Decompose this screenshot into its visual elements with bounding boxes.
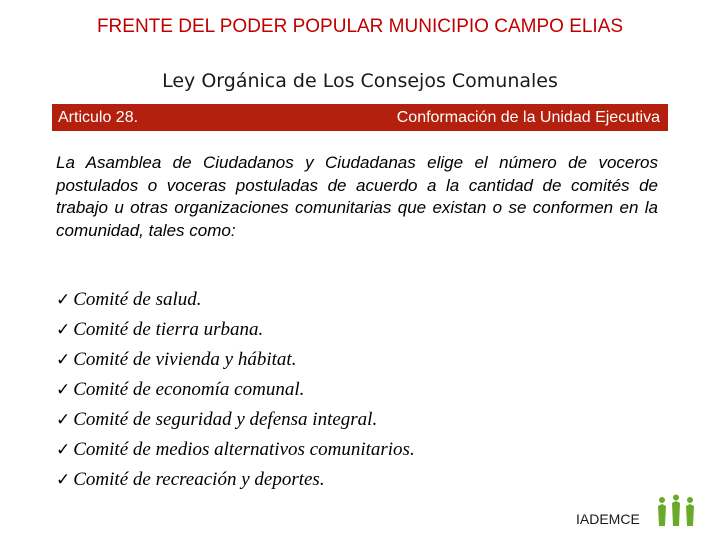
committee-list	[56, 285, 676, 495]
footer-org-name: IADEMCE	[576, 511, 640, 527]
page-title: FRENTE DEL PODER POPULAR MUNICIPIO CAMPO ELIAS	[96, 16, 624, 37]
list-item: ✓ Comité de economía comunal.	[56, 379, 305, 400]
page-subtitle: Ley Orgánica de Los Consejos Comunales	[162, 70, 558, 92]
article-banner	[52, 104, 668, 131]
article-topic: Conformación de la Unidad Ejecutiva	[396, 108, 660, 126]
article-number: Articulo 28.	[58, 108, 139, 126]
list-item: ✓ Comité de salud.	[56, 289, 202, 310]
check-icon: ✓	[56, 320, 71, 340]
check-icon: ✓	[56, 410, 71, 430]
list-item: ✓ Comité de recreación y deportes.	[56, 469, 325, 490]
list-item: ✓ Comité de vivienda y hábitat.	[56, 349, 297, 370]
list-item: ✓ Comité de seguridad y defensa integral.	[56, 409, 378, 430]
check-icon: ✓	[56, 350, 71, 370]
list-item: ✓ Comité de tierra urbana.	[56, 319, 264, 340]
check-icon: ✓	[56, 470, 71, 490]
list-item: ✓ Comité de medios alternativos comunitarios.	[56, 439, 415, 460]
people-logo-icon	[656, 494, 696, 528]
check-icon: ✓	[56, 440, 71, 460]
check-icon: ✓	[56, 380, 71, 400]
check-icon: ✓	[56, 290, 71, 310]
article-paragraph: La Asamblea de Ciudadanos y Ciudadanas elige el número de voceros postulados o voceras postuladas de acuerdo a la cantidad de comités de trabajo u otras organizaciones comunitarias que existan o se conformen en la comunidad, tales como:	[56, 153, 658, 240]
